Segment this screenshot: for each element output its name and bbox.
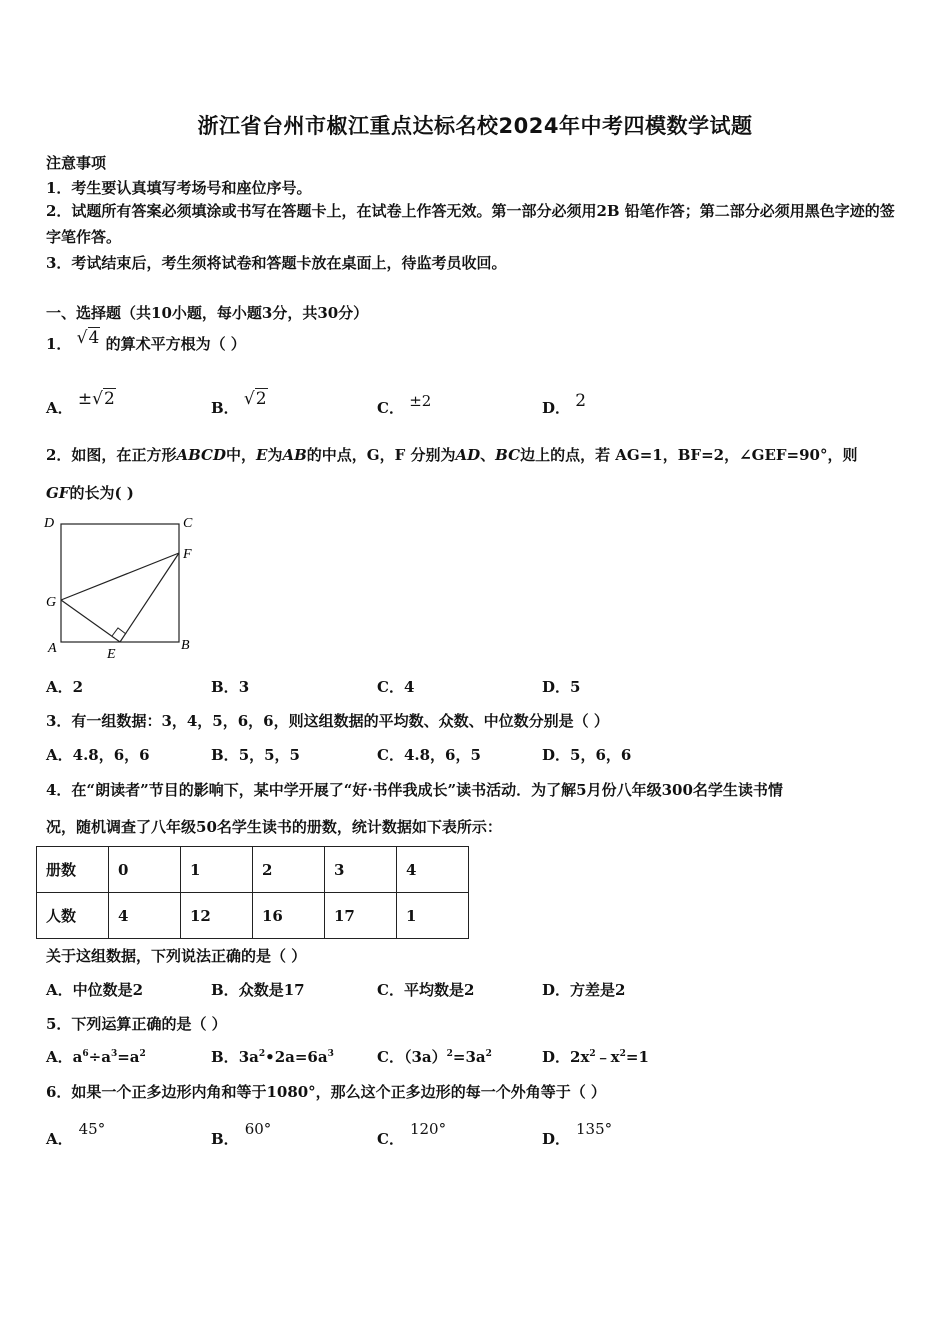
q6-option-a[interactable]: A．45° bbox=[46, 1120, 106, 1148]
table-cell: 12 bbox=[181, 893, 253, 939]
notice-item-2: 2．试题所有答案必须填涂或书写在答题卡上，在试卷上作答无效。第一部分必须用2B 铅笔作答；第二部分必须用黑色字迹的签字笔作答。 bbox=[46, 202, 895, 246]
table-cell: 16 bbox=[253, 893, 325, 939]
segment-gf bbox=[61, 553, 179, 600]
q1-option-a[interactable]: A． ±√2 bbox=[46, 389, 115, 417]
q4-option-c[interactable]: C．平均数是2 bbox=[377, 981, 475, 999]
table-cell: 3 bbox=[325, 847, 397, 893]
sqrt-expression: √4 bbox=[76, 328, 100, 348]
q3-option-a[interactable]: A．4.8，6，6 bbox=[46, 746, 150, 764]
q2-option-a[interactable]: A．2 bbox=[46, 678, 84, 696]
table-cell: 4 bbox=[109, 893, 181, 939]
table-cell: 17 bbox=[325, 893, 397, 939]
table-row bbox=[37, 847, 469, 893]
segment-ge bbox=[61, 600, 120, 642]
q6-option-d[interactable]: D．135° bbox=[542, 1120, 613, 1148]
q1-option-d[interactable]: D． 2 bbox=[542, 391, 587, 417]
q4-option-d[interactable]: D．方差是2 bbox=[542, 981, 626, 999]
section-heading: 一、选择题（共10小题，每小题3分，共30分） bbox=[46, 304, 369, 322]
right-angle-mark bbox=[112, 628, 126, 636]
question-4-line-1: 4．在“朗读者”节目的影响下，某中学开展了“好·书伴我成长”读书活动．为了解5月份八年级300名学生读书情 bbox=[46, 781, 783, 799]
question-5: 5．下列运算正确的是（ ） bbox=[46, 1015, 227, 1033]
notice-item-1: 1．考生要认真填写考场号和座位序号。 bbox=[46, 179, 312, 197]
question-2-line-2: GF的长为( ) bbox=[46, 484, 134, 502]
q1-option-b[interactable]: B． √2 bbox=[211, 389, 267, 417]
square-figure bbox=[40, 512, 210, 664]
square-abcd bbox=[61, 524, 179, 642]
table-cell: 人数 bbox=[37, 893, 109, 939]
table-cell: 4 bbox=[397, 847, 469, 893]
q3-option-c[interactable]: C．4.8，6，5 bbox=[377, 746, 481, 764]
table-cell: 2 bbox=[253, 847, 325, 893]
segment-ef bbox=[120, 553, 179, 642]
reading-data-table bbox=[36, 846, 469, 939]
q1-option-c[interactable]: C． ±2 bbox=[377, 392, 432, 417]
q2-option-c[interactable]: C．4 bbox=[377, 678, 415, 696]
q2-option-d[interactable]: D．5 bbox=[542, 678, 581, 696]
q5-option-b[interactable]: B．$3a^2•2a=6a^3$ bbox=[211, 1048, 334, 1066]
q3-option-b[interactable]: B．5，5，5 bbox=[211, 746, 300, 764]
question-number: 1． bbox=[46, 335, 72, 353]
q6-option-c[interactable]: C．120° bbox=[377, 1120, 447, 1148]
question-4-line-2: 况，随机调查了八年级50名学生读书的册数，统计数据如下表所示： bbox=[46, 818, 502, 836]
label-f: F bbox=[183, 547, 192, 562]
q5-option-d[interactable]: D．$2x^2﹣x^2=1$ bbox=[542, 1048, 649, 1066]
q5-option-a[interactable]: A．$a^6\div a^3=a^2$ bbox=[46, 1048, 146, 1066]
q6-option-b[interactable]: B．60° bbox=[211, 1120, 272, 1148]
question-3: 3．有一组数据：3，4，5，6，6，则这组数据的平均数、众数、中位数分别是（ ） bbox=[46, 712, 609, 730]
page-title: 浙江省台州市椒江重点达标名校2024年中考四模数学试题 bbox=[197, 114, 753, 138]
question-6: 6．如果一个正多边形内角和等于1080°，那么这个正多边形的每一个外角等于（ ） bbox=[46, 1083, 606, 1101]
question-4-prompt: 关于这组数据，下列说法正确的是（ ） bbox=[46, 947, 307, 965]
question-text: 的算术平方根为（ ） bbox=[105, 335, 246, 353]
q3-option-d[interactable]: D．5，6，6 bbox=[542, 746, 632, 764]
q4-option-b[interactable]: B．众数是17 bbox=[211, 981, 305, 999]
question-1 bbox=[46, 328, 246, 354]
label-a: A bbox=[48, 641, 57, 656]
label-e: E bbox=[107, 647, 116, 662]
question-2-line-1: 2．如图，在正方形ABCD中，E为AB的中点，G，F 分别为AD、BC边上的点，若 AG=1，BF=2，∠GEF=90°，则 bbox=[46, 446, 858, 464]
table-row bbox=[37, 893, 469, 939]
q5-option-c[interactable]: C．$(3a)^2=3a^2$ bbox=[377, 1048, 492, 1066]
table-cell: 1 bbox=[181, 847, 253, 893]
label-d: D bbox=[44, 516, 55, 531]
label-b: B bbox=[181, 638, 190, 653]
table-cell: 册数 bbox=[37, 847, 109, 893]
notice-item-3: 3．考试结束后，考生须将试卷和答题卡放在桌面上，待监考员收回。 bbox=[46, 254, 507, 272]
table-cell: 1 bbox=[397, 893, 469, 939]
q4-option-a[interactable]: A．中位数是2 bbox=[46, 981, 144, 999]
notice-heading: 注意事项 bbox=[46, 154, 107, 172]
label-c: C bbox=[183, 516, 193, 531]
label-g: G bbox=[46, 595, 57, 610]
q2-option-b[interactable]: B．3 bbox=[211, 678, 250, 696]
table-cell: 0 bbox=[109, 847, 181, 893]
